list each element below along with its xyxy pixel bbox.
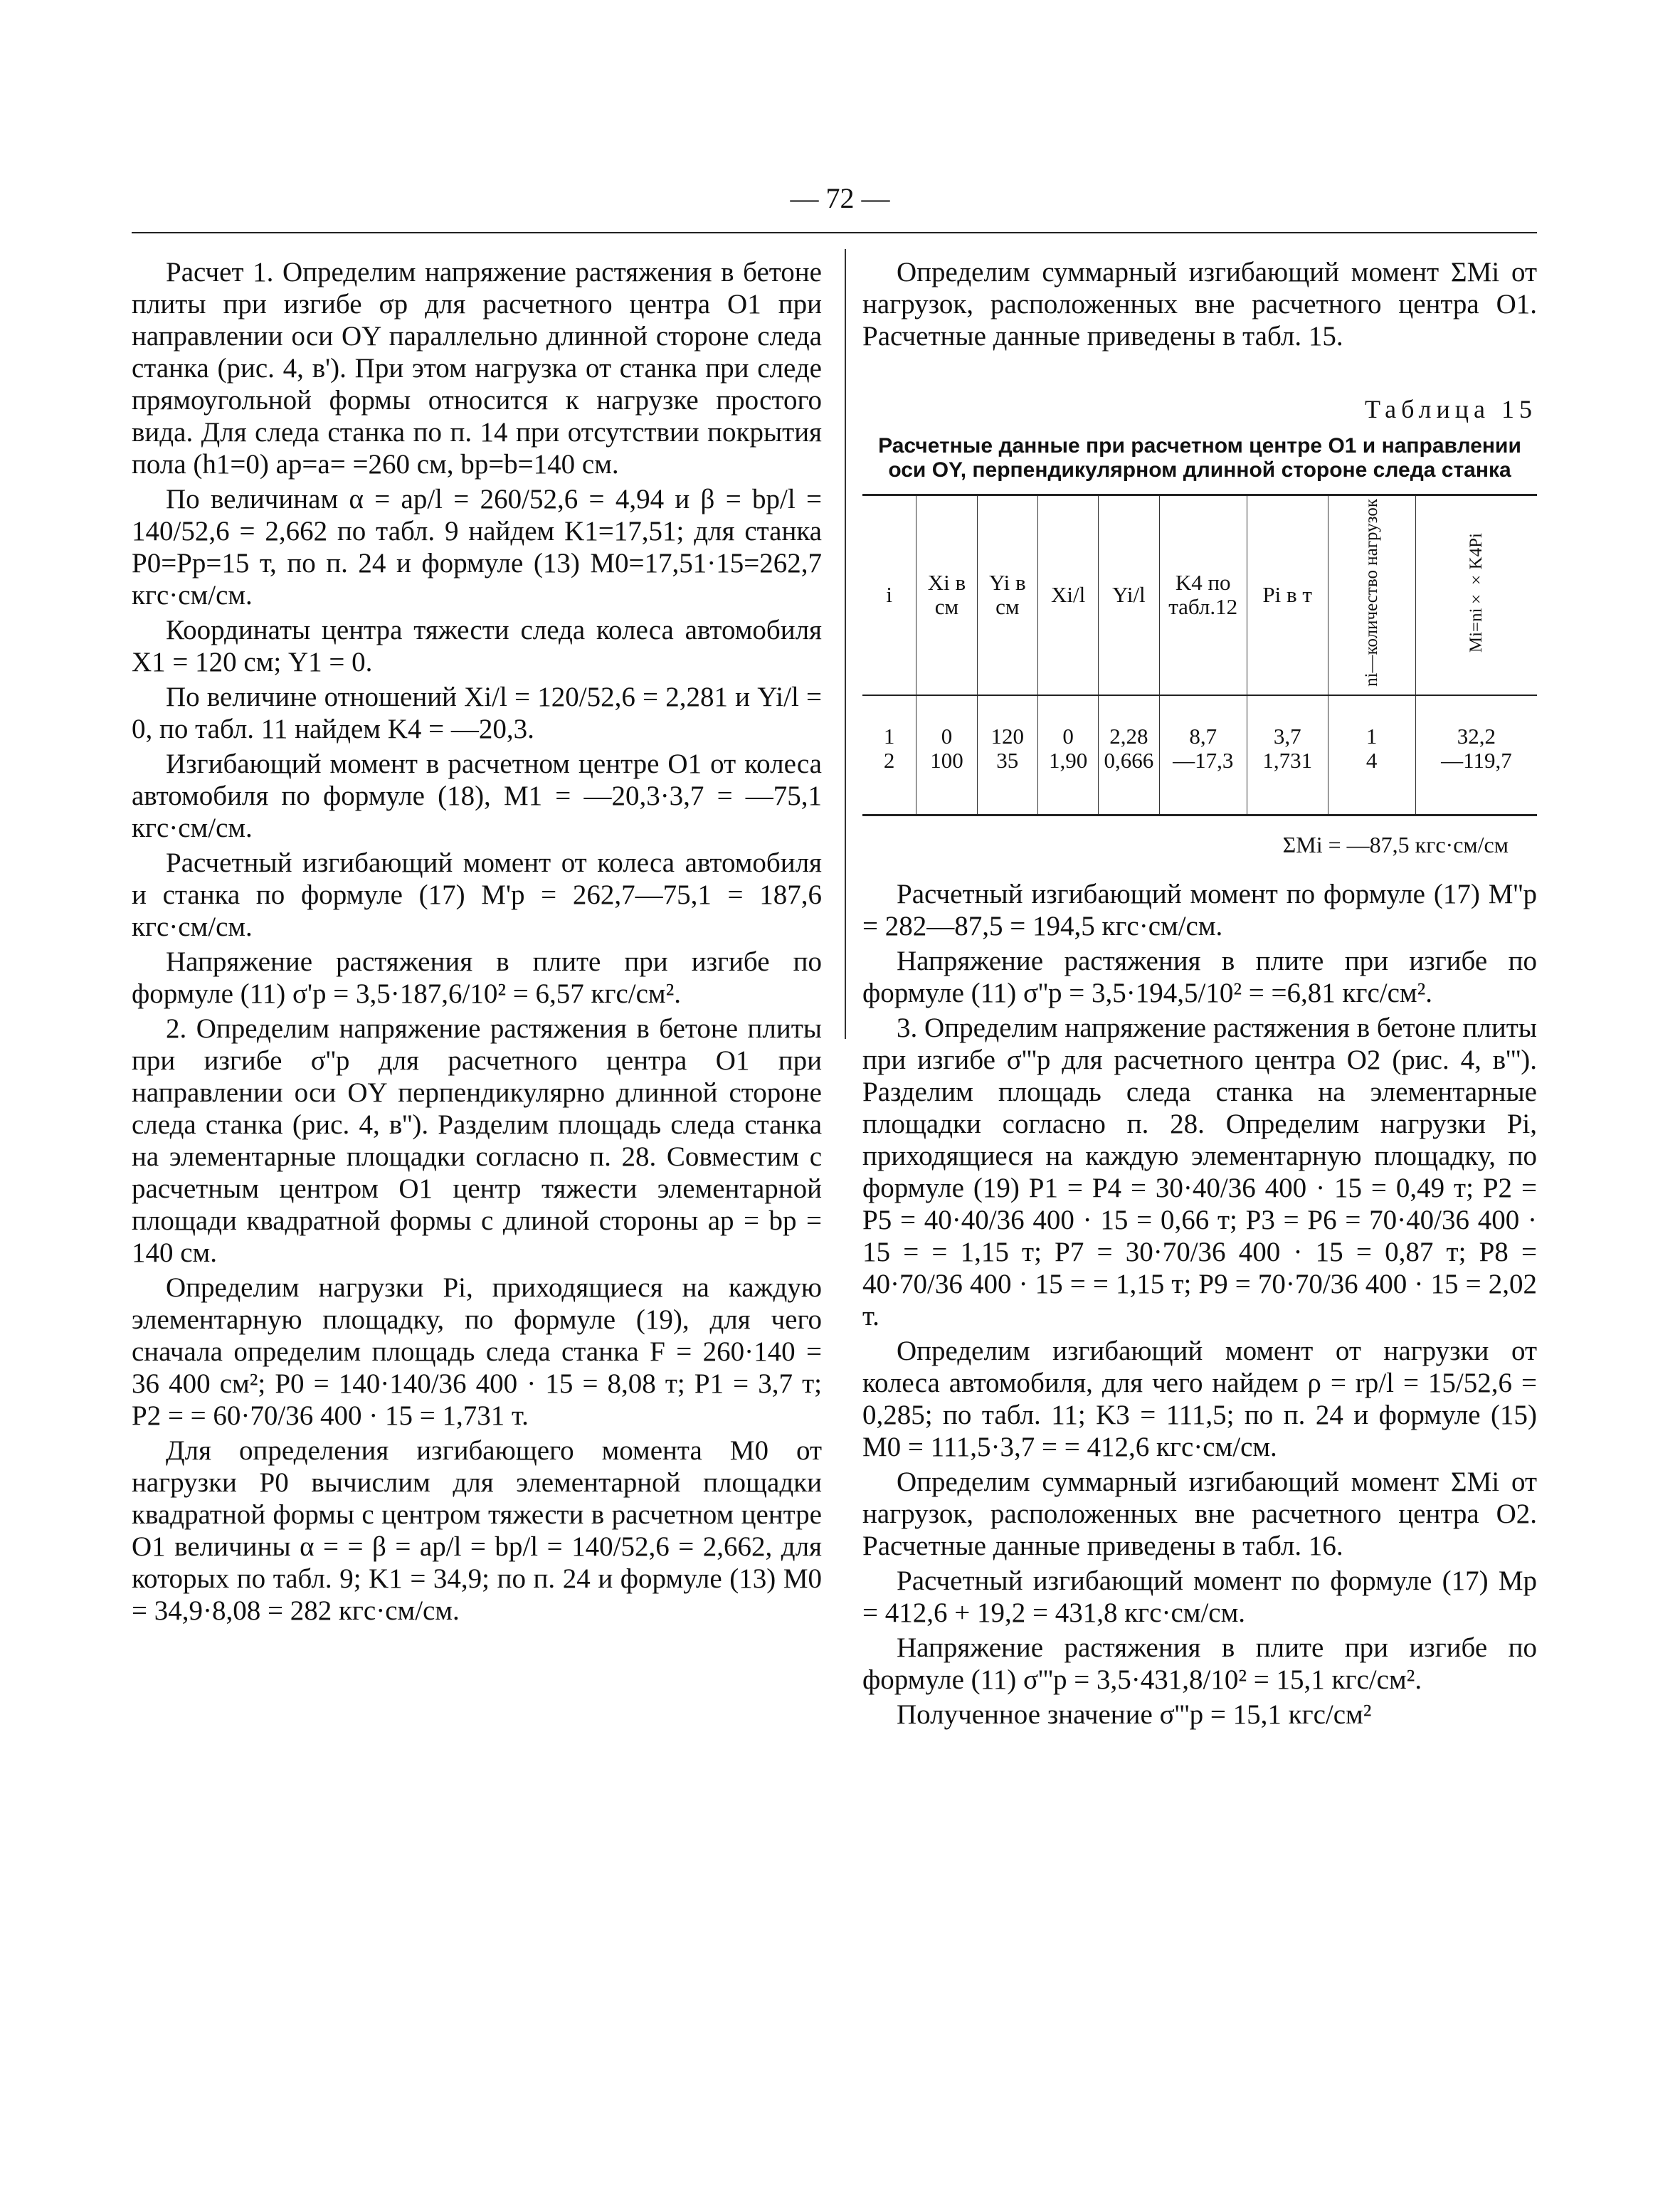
- paragraph-result: Полученное значение σ'''р = 15,1 кгс/см²: [897, 1699, 1372, 1730]
- right-column: [862, 256, 1537, 1733]
- table-cell: 120 35: [977, 695, 1037, 815]
- paragraph-calc-3: 3. Определим напряжение растяжения в бетоне плиты при изгибе σ'''р для расчетного центра O2 (рис. 4, в'''). Разделим площадь следа станка на элементарные площадки согласно п. 28. Определим нагрузки Pi, приходящиеся на каждую элементарную площадку, по формуле (19) P1 = P4 = 30·40/36 400 · 15 = 0,49 т; P2 = P5 = 40·40/36 400 · 15 = 0,66 т; P3 = P6 = 70·40/36 400 · 15 = = 1,15 т; P7 = 30·70/36 400 · 15 = 0,87 т; P8 = 40·70/36 400 · 15 = = 1,15 т; P9 = 70·70/36 400 · 15 = 2,02 т.: [862, 1012, 1537, 1331]
- table-row: [862, 695, 1537, 815]
- table-cell: 2,28 0,666: [1099, 695, 1159, 815]
- paragraph-ratios: По величине отношений Xi/l = 120/52,6 = 2,281 и Yi/l = 0, по табл. 11 найдем K4 = —20,3.: [132, 682, 822, 744]
- paragraph-alpha-beta: По величинам α = aр/l = 260/52,6 = 4,94 и β = bр/l = 140/52,6 = 2,662 по табл. 9 найдем K1=17,51; для станка P0=Pр=15 т, по п. 24 и формуле (13) M0=17,51·15=262,7 кгс·см/см.: [132, 484, 822, 611]
- paragraph-sum-moment-o2: Определим суммарный изгибающий момент ΣMi от нагрузок, расположенных вне расчетного центра O2. Расчетные данные приведены в табл. 16.: [862, 1466, 1537, 1561]
- paragraph-sum-moment: Определим суммарный изгибающий момент ΣMi от нагрузок, расположенных вне расчетного центра O1. Расчетные данные приведены в табл. 15.: [862, 257, 1537, 352]
- column-divider: [845, 249, 846, 1039]
- left-column: [132, 256, 822, 1630]
- table-cell: 32,2 —119,7: [1415, 695, 1537, 815]
- table-header-cell: Yi в см: [977, 495, 1037, 695]
- table-header-row: [862, 495, 1537, 695]
- table-cell: 0 100: [916, 695, 977, 815]
- paragraph-stress-2: Напряжение растяжения в плите при изгибе по формуле (11) σ''р = 3,5·194,5/10² = =6,81 кгс/см².: [862, 945, 1537, 1008]
- table-header-cell: Yi/l: [1099, 495, 1159, 695]
- paragraph-design-moment-2: Расчетный изгибающий момент по формуле (17) M''р = 282—87,5 = 194,5 кгс·см/см.: [862, 878, 1537, 941]
- table-header-cell: K4 по табл.12: [1159, 495, 1247, 695]
- table-caption: Таблица 15: [1365, 395, 1537, 423]
- table-cell: 1 2: [883, 723, 895, 773]
- paragraph-moment-o1: Изгибающий момент в расчетном центре O1 от колеса автомобиля по формуле (18), M1 = —20,3·3,7 = —75,1 кгс·см/см.: [132, 749, 822, 843]
- paragraph-calc-2: 2. Определим напряжение растяжения в бетоне плиты при изгибе σ''р для расчетного центра O1 при направлении оси OY перпендикулярно длинной стороне следа станка (рис. 4, в''). Разделим площадь следа станка на элементарные площадки согласно п. 28. Совместим с расчетным центром O1 центр тяжести элементарной площади квадратной формы с длиной стороны aр = bр = 140 см.: [132, 1013, 822, 1268]
- table-header-cell: i: [886, 582, 892, 608]
- table-cell: 3,7 1,731: [1247, 695, 1328, 815]
- paragraph-design-moment-3: Расчетный изгибающий момент по формуле (17) Mр = 412,6 + 19,2 = 431,8 кгс·см/см.: [862, 1565, 1537, 1628]
- table-cell: 1 4: [1328, 695, 1415, 815]
- table-cell: 0 1,90: [1037, 695, 1098, 815]
- table-sum: ΣMi = —87,5 кгс·см/см: [1282, 831, 1509, 857]
- table-header-cell: Pi в т: [1247, 495, 1328, 695]
- table-header-cell: Mi=ni××K4Pi: [1415, 495, 1537, 695]
- table-15: [862, 494, 1537, 816]
- paragraph-design-moment: Расчетный изгибающий момент от колеса автомобиля и станка по формуле (17) M'р = 262,7—75,1 = 187,6 кгс·см/см.: [132, 848, 822, 942]
- table-title: Расчетные данные при расчетном центре O1 и направлении оси OY, перпендикулярном длинной стороне следа станка: [878, 434, 1521, 482]
- paragraph-calc-1: Расчет 1. Определим напряжение растяжения в бетоне плиты при изгибе σр для расчетного центра O1 при направлении оси OY параллельно длинной стороне следа станка (рис. 4, в'). При этом нагрузка от станка при следе прямоугольной формы относится к нагрузке простого вида. Для следа станка по п. 14 при отсутствии покрытия пола (h1=0) aр=a= =260 см, bр=b=140 см.: [132, 257, 822, 480]
- paragraph-loads: Определим нагрузки Pi, приходящиеся на каждую элементарную площадку, по формуле (19), для чего сначала определим площадь следа станка F = 260·140 = 36 400 см²; P0 = 140·140/36 400 · 15 = 8,08 т; P1 = 3,7 т; P2 = = 60·70/36 400 · 15 = 1,731 т.: [132, 1272, 822, 1431]
- table-cell: 8,7 —17,3: [1159, 695, 1247, 815]
- table-header-cell: ni—количество нагрузок: [1328, 495, 1415, 695]
- table-header-cell: Xi в см: [916, 495, 977, 695]
- paragraph-coordinates: Координаты центра тяжести следа колеса автомобиля X1 = 120 см; Y1 = 0.: [132, 615, 822, 677]
- page-number: — 72 —: [790, 182, 890, 214]
- header-rule: [132, 232, 1537, 233]
- table-header-cell: Xi/l: [1037, 495, 1098, 695]
- paragraph-stress-1: Напряжение растяжения в плите при изгибе по формуле (11) σ'р = 3,5·187,6/10² = 6,57 кгс/см².: [132, 946, 822, 1009]
- paragraph-stress-3: Напряжение растяжения в плите при изгибе по формуле (11) σ'''р = 3,5·431,8/10² = 15,1 кгс/см².: [862, 1632, 1537, 1695]
- paragraph-wheel-moment: Определим изгибающий момент от нагрузки от колеса автомобиля, для чего найдем ρ = rр/l = 15/52,6 = 0,285; по табл. 11; K3 = 111,5; по п. 24 и формуле (15) M0 = 111,5·3,7 = = 412,6 кгс·см/см.: [862, 1335, 1537, 1462]
- paragraph-moment-m0: Для определения изгибающего момента M0 от нагрузки P0 вычислим для элементарной площадки квадратной формы с центром тяжести в расчетном центре O1 величины α = = β = aр/l = bр/l = 140/52,6 = 2,662, для которых по табл. 9; K1 = 34,9; по п. 24 и формуле (13) M0 = 34,9·8,08 = 282 кгс·см/см.: [132, 1435, 822, 1626]
